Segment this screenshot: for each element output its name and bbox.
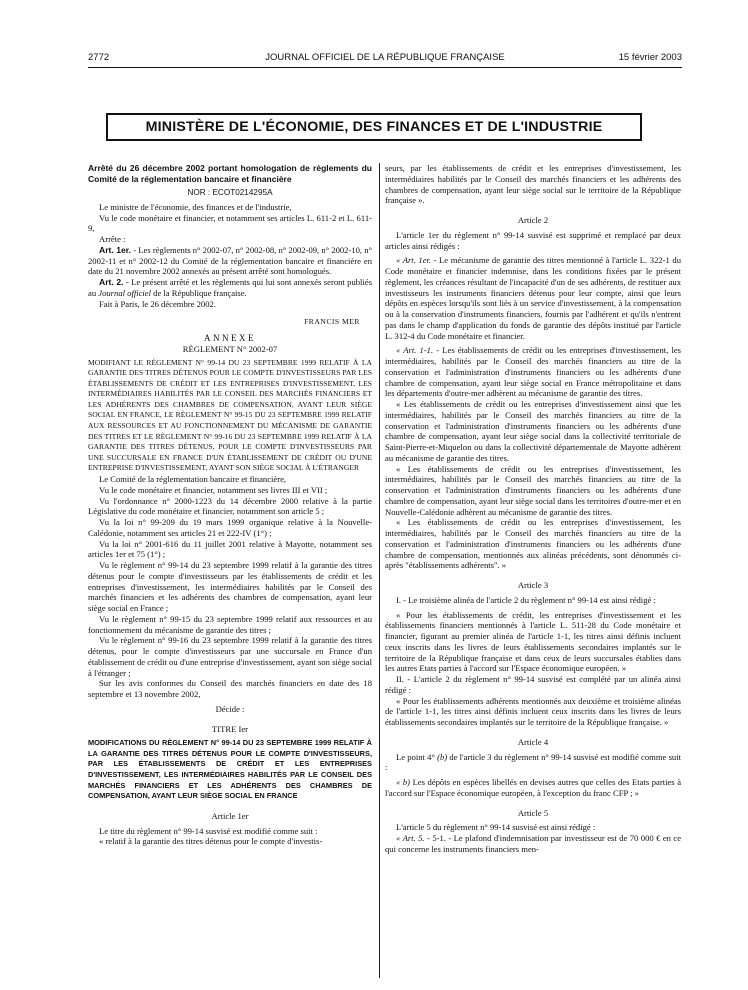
visa: Vu le règlement n° 99-15 du 23 septembre 1999 relatif aux ressources et au fonctionnement du mécanisme de garantie des titres ;	[88, 613, 372, 635]
reglement-number: RÈGLEMENT N° 2002-07	[182, 343, 278, 354]
paragraph: « Art. 5. - 5-1. - Le plafond d'indemnisation par investisseur est de 70 000 € en ce qui concerne les instruments financiers men-	[385, 833, 682, 854]
fait-a-paris: Fait à Paris, le 26 décembre 2002.	[99, 298, 216, 309]
page-header	[88, 52, 682, 66]
paragraph: Le ministre de l'économie, des finances et de l'industrie,	[99, 201, 292, 212]
paragraph: « Art. 1-1. - Les établissements de crédit ou les entreprises d'investissement, les intermédiaires, habilités par le Conseil des marchés financiers au titre de la conservation et l'administration d'instruments financiers ou les adhérents d'une chambre de compensation, ayant leur siège social en France métropolitaine et dans les départements d'outre-mer adhèrent au mécanisme de garantie des titres.	[385, 345, 681, 399]
annexe-heading: ANNEXE	[204, 333, 256, 343]
paragraph: L'article 5 du règlement n° 99-14 susvisé est ainsi rédigé :	[396, 822, 596, 833]
journal-title: JOURNAL OFFICIEL DE LA RÉPUBLIQUE FRANÇAISE	[265, 52, 505, 63]
arrete-label: Arrête :	[99, 234, 126, 244]
paragraph: Le point 4° (b) de l'article 3 du règlement n° 99-14 susvisé est modifié comme suit :	[385, 751, 681, 773]
article-paragraph: Art. 2. - Le présent arrêté et les règlements qui lui sont annexés seront publiés au Journal officiel de la République française.	[88, 277, 372, 298]
paragraph: seurs, par les établissements de crédit et les entreprises d'investissement, les intermédiaires habilités par le Conseil des marchés financiers et les adhérents des chambres de compensation, ayant leur siège social sur le territoire de la République française ».	[385, 163, 681, 206]
article-heading: Article 3	[517, 580, 549, 590]
paragraph: « Les établissements de crédit ou les entreprises d'investissement ainsi que les intermédiaires, habilités par le Conseil des marchés financiers au titre de la conservation et l'administration d'instruments financiers ou les adhérents d'une chambre de compensation, ayant leur siège social dans la collectivité territoriale de Saint-Pierre-et-Miquelon ou dans la collectivité départementale de Mayotte adhèrent au mécanisme de garantie des titres.	[385, 399, 681, 463]
paragraph: I. - Le troisième alinéa de l'article 2 du règlement n° 99-14 est ainsi rédigé :	[396, 594, 656, 605]
article-heading: Article 5	[517, 807, 549, 818]
paragraph: « relatif à la garantie des titres détenus pour le compte d'investis-	[99, 836, 323, 847]
paragraph: L'article 1er du règlement n° 99-14 susvisé est supprimé et remplacé par deux articles ainsi rédigés :	[385, 229, 681, 251]
ministry-title: MINISTÈRE DE L'ÉCONOMIE, DES FINANCES ET DE L'INDUSTRIE	[106, 113, 642, 141]
article-label: Art. 2.	[99, 277, 124, 287]
paragraph: « Pour les établissements adhérents mentionnés aux deuxième et troisième alinéas de l'article 1-1, les titres ainsi définis incluent ceux inscrits dans les livres de leurs établissements secondaires implantés sur le territoire de la République française. »	[385, 695, 681, 727]
paragraph: « Art. 1er. - Le mécanisme de garantie des titres mentionné à l'article L. 322-1 du Code monétaire et financier indemnise, dans les conditions fixées par le présent règlement, les créances résultant de l'incapacité d'un de ses adhérents, de restituer aux investisseurs les instruments financiers détenus pour leur compte, ainsi que leurs dépôts en espèces lorsqu'ils sont liés à un service d'investissement, à la compensation ou à la conservation d'instruments financiers, fournis par l'adhérent et qu'ils n'entrent pas dans le champ d'application du fonds de garantie des dépôts institué par l'article L. 312-4 du Code monétaire et financier.	[385, 255, 681, 341]
visa: Le Comité de la réglementation bancaire et financière,	[99, 474, 287, 485]
paragraph: « Les établissements de crédit ou les entreprises d'investissement, les intermédiaires, habilités par le Conseil des marchés financiers au titre de la conservation et l'administration d'instruments financiers ou les adhérents d'une chambre de compensation, ayant leur siège social dans les territoires d'outre-mer et en Nouvelle-Calédonie adhèrent au mécanisme de garantie des titres.	[385, 463, 681, 517]
signature: FRANCIS MER	[304, 317, 360, 327]
nor-reference: NOR : ECOT0214295A	[187, 188, 273, 197]
paragraph: « Pour les établissements de crédit, les entreprises d'investissement et les établissements financiers mentionnés à l'article L. 511-28 du Code monétaire et financier, figurant au premier alinéa de l'article 1-1, les titres ainsi définis incluent ceux inscrits dans les livres de leurs établissements secondaires implantés sur le territoire de la République française et dans ceux de leurs succursales établies dans les autres Etats parties à l'accord sur l'Espace économique européen. »	[385, 609, 681, 674]
paragraph: Le titre du règlement n° 99-14 susvisé est modifié comme suit :	[99, 825, 318, 836]
reglement-title: MODIFIANT LE RÈGLEMENT N° 99-14 DU 23 SEPTEMBRE 1999 RELATIF À LA GARANTIE DES TITRES DÉTENUS POUR LE COMPTE D'INVESTISSEURS PAR LES ÉTABLISSEMENTS DE CRÉDIT ET LES ENTREPRISES D'INVESTISSEMENT, LES INTERMÉDIAIRES HABILITÉS PAR LE CONSEIL DES MARCHÉS FINANCIERS ET LES ADHÉRENTS DES CHAMBRES DE COMPENSATION, AYANT LEUR SIÈGE SOCIAL EN FRANCE, LE RÈGLEMENT N° 99-15 DU 23 SEPTEMBRE 1999 RELATIF AUX RESSOURCES ET AU FONCTIONNEMENT DU MÉCANISME DE GARANTIE DES TITRES ET LE RÈGLEMENT N° 99-16 DU 23 SEPTEMBRE 1999 RELATIF À LA GARANTIE DES TITRES DÉTENUS, POUR LE COMPTE D'INVESTISSEURS PAR UNE SUCCURSALE EN FRANCE D'UN ÉTABLISSEMENT DE CRÉDIT OU D'UNE ENTREPRISE D'INVESTISSEMENT, AYANT SON SIÈGE SOCIAL À L'ÉTRANGER	[88, 357, 372, 473]
visa: Vu le règlement n° 99-16 du 23 septembre 1999 relatif à la garantie des titres détenus, pour le compte d'investisseurs par une succursale en France d'un établissement de crédit ou d'une entreprise d'investissement, ayant son siège social à l'étranger ;	[88, 635, 372, 678]
visa: Vu le code monétaire et financier, notamment ses livres III et VII ;	[99, 484, 328, 495]
article-paragraph: Art. 1er. - Les règlements n° 2002-07, n° 2002-08, n° 2002-09, n° 2002-10, n° 2002-11 et n° 2002-12 du Comité de la réglementation bancaire et financière en date du 21 novembre 2002 annexés au présent arrêté sont homologués.	[88, 244, 372, 277]
paragraph: Vu le code monétaire et financier, et notamment ses articles L. 611-2 et L. 611-9,	[88, 212, 372, 234]
decree-title: Arrêté du 26 décembre 2002 portant homologation de règlements du Comité de la réglementation bancaire et financière	[88, 163, 372, 184]
page-number: 2772	[88, 52, 110, 63]
article-heading: Article 4	[517, 736, 549, 747]
paragraph: « b) Les dépôts en espèces libellés en devises autres que celles des Etats parties à l'accord sur l'Espace économique européen, à l'exception du franc CFP ; »	[385, 777, 682, 798]
visa: Vu la loi n° 99-209 du 19 mars 1999 organique relative à la Nouvelle-Calédonie, notamment ses articles 21 et 222-IV (1°) ;	[88, 517, 372, 538]
issue-date: 15 février 2003	[618, 52, 682, 63]
article-heading: Article 2	[517, 215, 549, 225]
right-column	[385, 163, 681, 855]
article-heading: Article 1er	[211, 810, 249, 821]
visa: Sur les avis conformes du Conseil des marchés financiers en date des 18 septembre et 13 novembre 2002,	[88, 678, 372, 700]
paragraph: « Les établissements de crédit ou les entreprises d'investissement, les intermédiaires, habilités par le Conseil des marchés financiers au titre de la conservation et l'administration d'instruments financiers ou les adhérents d'une chambre de compensation, mentionnés aux alinéas précédents, sont dénommés ci-après "établissements adhérents". »	[385, 517, 681, 571]
paragraph: II. - L'article 2 du règlement n° 99-14 susvisé est complété par un alinéa ainsi rédigé :	[385, 674, 681, 695]
visa: Vu l'ordonnance n° 2000-1223 du 14 décembre 2000 relative à la partie Législative du code monétaire et financier, notamment son article 5 ;	[88, 495, 372, 517]
visa: Vu la loi n° 2001-616 du 11 juillet 2001 relative à Mayotte, notamment ses articles 1er et 75 (1°) ;	[88, 538, 372, 560]
decide-label: Décide :	[215, 703, 245, 714]
visa: Vu le règlement n° 99-14 du 23 septembre 1999 relatif à la garantie des titres détenus pour le compte d'investisseurs par les établissements de crédit et les entreprises d'investissement, les intermédiaires habilités par le Conseil des marchés financiers et les adhérents des chambres de compensation, ayant leur siège social en France ;	[88, 560, 372, 614]
left-column	[88, 163, 372, 847]
article-label: Art. 1er.	[99, 244, 132, 255]
titre-description: MODIFICATIONS DU RÈGLEMENT N° 99-14 DU 23 SEPTEMBRE 1999 RELATIF À LA GARANTIE DES TITRES DÉTENUS POUR LE COMPTE D'INVESTISSEURS, PAR LES ÉTABLISSEMENTS DE CRÉDIT ET LES ENTREPRISES D'INVESTISSEMENT, LES INTERMÉDIAIRES HABILITÉS PAR LE CONSEIL DES MARCHÉS FINANCIERS ET LES ADHÉRENTS DES CHAMBRES DE COMPENSATION, AYANT LEUR SIÈGE SOCIAL EN FRANCE	[88, 738, 372, 801]
column-divider	[379, 163, 380, 978]
titre-heading: TITRE Ier	[211, 723, 249, 734]
header-rule	[88, 67, 682, 68]
